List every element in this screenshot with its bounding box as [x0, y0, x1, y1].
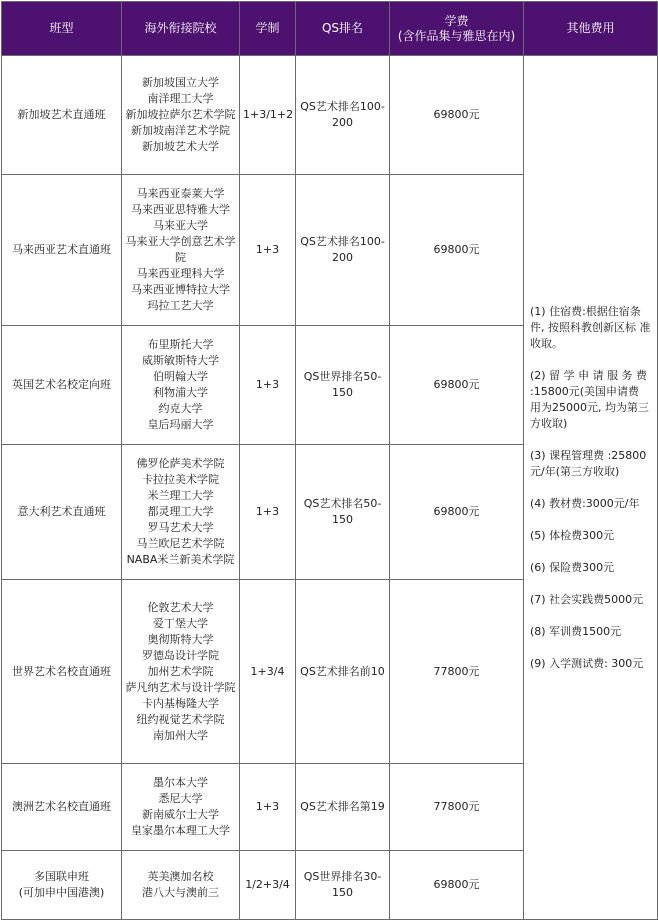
school-name: 都灵理工大学 [147, 505, 214, 518]
table-row [2, 56, 658, 175]
school-name: 英美澳加名校 [147, 870, 214, 883]
qs-rank-cell: QS艺术排名100-200 [296, 56, 390, 175]
school-name: 悉尼大学 [158, 792, 203, 805]
school-name: 奥彻斯特大学 [147, 632, 214, 646]
tuition-cell: 69800元 [390, 445, 524, 580]
qs-rank-cell: QS艺术排名50-150 [296, 445, 390, 580]
school-name: 马来西亚思特雅大学 [131, 203, 230, 216]
fee-item: (8) 军训费1500元 [530, 624, 622, 638]
program-name-cell: 世界艺术名校直通班 [2, 580, 122, 764]
school-name: 马来亚大学 [153, 219, 208, 232]
school-name: 玛拉工艺大学 [147, 299, 214, 312]
partner-schools-cell [122, 445, 240, 580]
fee-item: (5) 体检费300元 [530, 528, 615, 542]
tuition-cell: 77800元 [390, 580, 524, 764]
header-row [2, 2, 658, 56]
school-name: 米兰理工大学 [147, 489, 214, 502]
duration-cell: 1+3 [240, 175, 296, 326]
duration-cell: 1+3/1+2 [240, 56, 296, 175]
fee-item: (6) 保险费300元 [530, 560, 615, 574]
school-name: 新南威尔士大学 [142, 808, 219, 821]
tuition-cell: 69800元 [390, 851, 524, 920]
tuition-cell: 77800元 [390, 764, 524, 851]
school-name: 卡拉拉美术学院 [142, 473, 219, 486]
school-name: 威斯敏斯特大学 [142, 354, 219, 367]
header-qs-rank: QS排名 [296, 2, 390, 56]
header-duration: 学制 [240, 2, 296, 56]
school-name: 马来西亚泰莱大学 [136, 187, 225, 200]
tuition-cell: 69800元 [390, 326, 524, 445]
qs-rank-cell: QS艺术排名前10 [296, 580, 390, 764]
school-name: 皇后玛丽大学 [147, 418, 214, 431]
partner-schools-cell [122, 56, 240, 175]
school-name: 墨尔本大学 [153, 776, 208, 789]
program-name-cell: 新加坡艺术直通班 [2, 56, 122, 175]
program-name-cell: 英国艺术名校定向班 [2, 326, 122, 445]
qs-rank-cell: QS世界排名50-150 [296, 326, 390, 445]
school-name: 马来亚大学创意艺术学院 [125, 235, 236, 264]
school-name: 萨凡纳艺术与设计学院 [125, 680, 236, 694]
header-other-fees: 其他费用 [524, 2, 658, 56]
school-name: NABA米兰新美术学院 [126, 553, 235, 566]
qs-rank-cell: QS艺术排名第19 [296, 764, 390, 851]
duration-cell: 1+3/4 [240, 580, 296, 764]
school-name: 加州艺术学院 [147, 664, 214, 678]
program-name-cell: 多国联申班 (可加申中国港澳) [2, 851, 122, 920]
school-name: 卡内基梅隆大学 [142, 696, 219, 710]
partner-schools-cell [122, 175, 240, 326]
school-name: 佛罗伦萨美术学院 [136, 457, 225, 470]
duration-cell: 1+3 [240, 326, 296, 445]
program-name-cell: 澳洲艺术名校直通班 [2, 764, 122, 851]
header-program: 班型 [2, 2, 122, 56]
header-tuition: 学费 (含作品集与雅思在内) [390, 2, 524, 56]
school-name: 南加州大学 [153, 728, 208, 742]
program-name-cell: 马来西亚艺术直通班 [2, 175, 122, 326]
duration-cell: 1+3 [240, 764, 296, 851]
fee-item: (4) 教材费:3000元/年 [530, 496, 640, 510]
school-name: 新加坡国立大学 [142, 76, 219, 89]
school-name: 马来西亚理科大学 [136, 267, 225, 280]
school-name: 罗马艺术大学 [147, 521, 214, 534]
fee-item: (1) 住宿费:根据住宿条 件, 按照科教创新区标 准收取。 [530, 304, 651, 350]
school-name: 新加坡南洋艺术学院 [131, 124, 230, 137]
duration-cell: 1+3 [240, 445, 296, 580]
program-name-cell: 意大利艺术直通班 [2, 445, 122, 580]
fee-item: (7) 社会实践费5000元 [530, 592, 644, 606]
school-name: 伦敦艺术大学 [147, 600, 214, 614]
school-name: 南洋理工大学 [147, 92, 214, 105]
tuition-cell: 69800元 [390, 56, 524, 175]
partner-schools-cell [122, 326, 240, 445]
qs-rank-cell: QS世界排名30-150 [296, 851, 390, 920]
school-name: 约克大学 [158, 402, 203, 415]
school-name: 利物浦大学 [153, 386, 208, 399]
school-name: 马来西亚博特拉大学 [131, 283, 230, 296]
program-table [1, 1, 658, 920]
school-name: 港八大与澳前三 [142, 886, 219, 899]
tuition-cell: 69800元 [390, 175, 524, 326]
school-name: 新加坡艺术大学 [142, 140, 219, 153]
fee-item: (3) 课程管理费 :25800 元/年(第三方收取) [530, 448, 647, 478]
school-name: 纽约视觉艺术学院 [136, 712, 225, 726]
school-name: 布里斯托大学 [147, 338, 214, 351]
partner-schools-cell [122, 851, 240, 920]
school-name: 伯明翰大学 [153, 370, 208, 383]
other-fees-cell [524, 56, 658, 920]
school-name: 新加坡拉萨尔艺术学院 [125, 108, 236, 121]
partner-schools-cell [122, 764, 240, 851]
fee-item: (2) 留 学 申 请 服 务 费 :15800元(美国申请费 用为25000元, 均为第三 方收取) [530, 368, 649, 430]
qs-rank-cell: QS艺术排名100-200 [296, 175, 390, 326]
school-name: 爱丁堡大学 [153, 616, 208, 630]
partner-schools-cell [122, 580, 240, 764]
school-name: 皇家墨尔本理工大学 [131, 824, 230, 837]
duration-cell: 1/2+3/4 [240, 851, 296, 920]
school-name: 马兰欧尼艺术学院 [136, 537, 225, 550]
header-schools: 海外衔接院校 [122, 2, 240, 56]
school-name: 罗德岛设计学院 [142, 648, 219, 662]
fee-item: (9) 入学测试费: 300元 [530, 656, 644, 670]
